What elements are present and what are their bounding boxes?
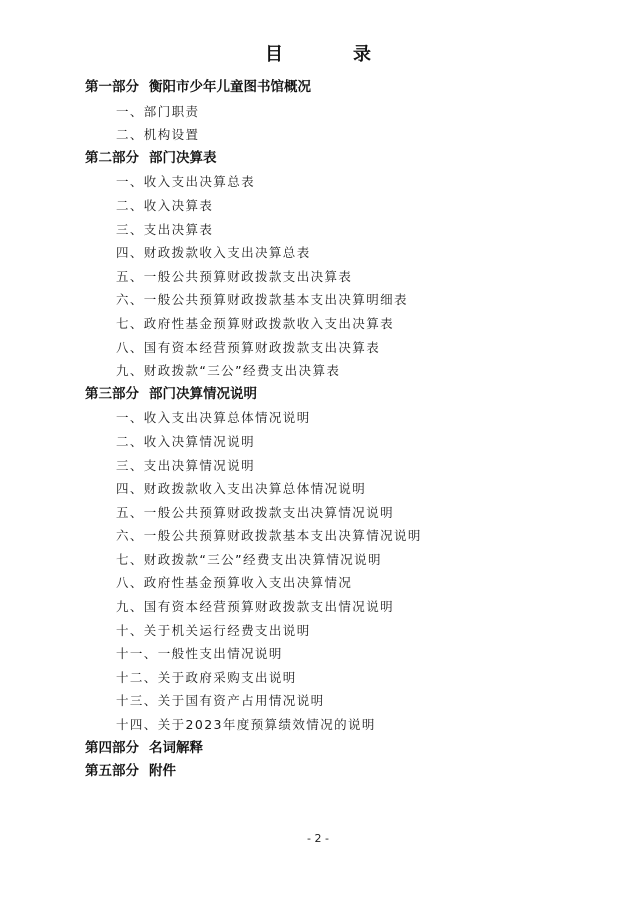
toc-item[interactable]: 七、财政拨款“三公”经费支出决算情况说明	[116, 551, 382, 567]
part-name: 部门决算表	[149, 149, 217, 166]
toc-item[interactable]: 八、国有资本经营预算财政拨款支出决算表	[116, 339, 381, 355]
toc-item[interactable]: 十二、关于政府采购支出说明	[116, 669, 297, 685]
part-name: 衡阳市少年儿童图书馆概况	[149, 79, 311, 95]
toc-item[interactable]: 二、收入决算情况说明	[116, 433, 256, 449]
toc-item[interactable]: 一、收入支出决算总体情况说明	[116, 410, 311, 426]
part-name: 名词解释	[149, 739, 203, 756]
toc-item[interactable]: 四、财政拨款收入支出决算总表	[116, 245, 311, 261]
part-label: 第四部分	[85, 739, 139, 756]
toc-item[interactable]: 十一、一般性支出情况说明	[116, 646, 283, 662]
toc-item[interactable]: 三、支出决算表	[116, 221, 214, 237]
toc-item[interactable]: 九、国有资本经营预算财政拨款支出情况说明	[116, 599, 395, 615]
toc-item[interactable]: 七、政府性基金预算财政拨款收入支出决算表	[116, 315, 395, 331]
toc-item[interactable]: 五、一般公共预算财政拨款支出决算表	[116, 268, 353, 284]
part-label: 第三部分	[85, 385, 139, 402]
toc-item[interactable]: 二、收入决算表	[116, 197, 214, 213]
toc-item[interactable]: 二、机构设置	[116, 127, 200, 143]
toc-part-2[interactable]	[85, 147, 565, 171]
toc-item[interactable]: 一、部门职责	[116, 103, 200, 119]
part-label: 第一部分	[85, 79, 139, 95]
page-title: 目 录	[265, 44, 397, 65]
toc-item[interactable]: 三、支出决算情况说明	[116, 457, 256, 473]
table-of-contents	[85, 76, 565, 784]
toc-item[interactable]: 九、财政拨款“三公”经费支出决算表	[116, 363, 341, 379]
toc-item[interactable]: 四、财政拨款收入支出决算总体情况说明	[116, 481, 367, 497]
toc-part-1[interactable]	[85, 76, 565, 100]
toc-part-5[interactable]	[85, 760, 565, 784]
toc-item[interactable]: 一、收入支出决算总表	[116, 174, 256, 190]
toc-item[interactable]: 五、一般公共预算财政拨款支出决算情况说明	[116, 504, 395, 520]
toc-item[interactable]: 六、一般公共预算财政拨款基本支出决算情况说明	[116, 528, 422, 544]
part-label: 第二部分	[85, 149, 139, 166]
part-name: 部门决算情况说明	[149, 385, 257, 402]
toc-item[interactable]: 十四、关于2023年度预算绩效情况的说明	[116, 717, 376, 733]
page-number: - 2 -	[307, 832, 329, 845]
toc-item[interactable]: 十、关于机关运行经费支出说明	[116, 622, 311, 638]
toc-part-4[interactable]	[85, 737, 565, 761]
part-label: 第五部分	[85, 763, 139, 780]
toc-part-3[interactable]	[85, 383, 565, 407]
toc-item[interactable]: 八、政府性基金预算收入支出决算情况	[116, 575, 353, 591]
toc-item[interactable]: 六、一般公共预算财政拨款基本支出决算明细表	[116, 292, 408, 308]
toc-item[interactable]: 十三、关于国有资产占用情况说明	[116, 693, 325, 709]
part-name: 附件	[149, 763, 176, 780]
